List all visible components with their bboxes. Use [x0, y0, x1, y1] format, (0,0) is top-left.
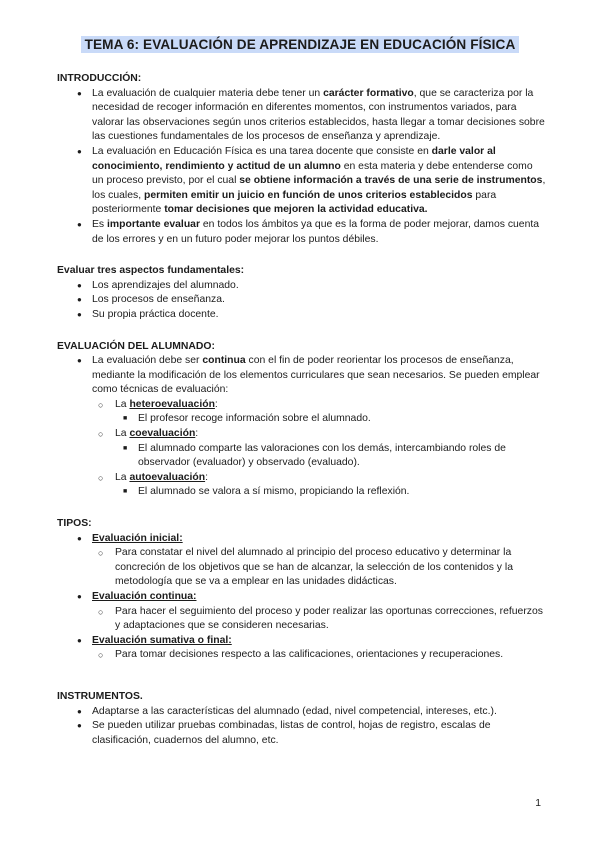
aspects-item: ● Los procesos de enseñanza. [57, 293, 547, 308]
technique-desc: ■ El alumnado comparte las valoraciones con los demás, intercambiando roles de observador (evaluador) y observado (evaluado). [115, 442, 547, 471]
eval-heading: EVALUACIÓN DEL ALUMNADO: [57, 340, 215, 352]
technique-desc: ■ El alumnado se valora a sí mismo, propiciando la reflexión. [115, 485, 547, 500]
page-title: TEMA 6: EVALUACIÓN DE APRENDIZAJE EN EDUCACIÓN FÍSICA [81, 36, 520, 53]
technique-heteroevaluacion: ○ La heteroevaluación: ■ El profesor recoge información sobre el alumnado. [92, 398, 547, 427]
tipo-continua: ● Evaluación continua: ○ Para hacer el seguimiento del proceso y poder realizar las oportunas correcciones, refuerzos y adaptaciones que se consideren necesarias. [57, 590, 547, 634]
title-wrap [0, 36, 600, 54]
intro-item-2: ● La evaluación en Educación Física es una tarea docente que consiste en darle valor al conocimiento, rendimiento y actitud de un alumno en esta materia y debe entenderse como un proceso previsto, por el cual se obtiene información a través de una serie de instrumentos, los cuales, permiten emitir un juicio en función de unos criterios establecidos para posteriormente tomar decisiones que mejoren la actividad educativa. [57, 145, 547, 218]
tipo-desc: ○ Para constatar el nivel del alumnado al principio del proceso educativo y determinar la concreción de los objetivos que se han de alcanzar, la selección de los contenidos y la metodología que se va a emplear en las unidades didácticas. [92, 546, 547, 590]
tipo-inicial: ● Evaluación inicial: ○ Para constatar el nivel del alumnado al principio del proceso educativo y determinar la concreción de los objetivos que se han de alcanzar, la selección de los contenidos y la metodología que se va a emplear en las unidades didácticas. [57, 532, 547, 590]
aspects-item: ● Su propia práctica docente. [57, 308, 547, 323]
aspects-item: ● Los aprendizajes del alumnado. [57, 279, 547, 294]
technique-autoevaluacion: ○ La autoevaluación: ■ El alumnado se valora a sí mismo, propiciando la reflexión. [92, 471, 547, 500]
document-body [57, 72, 547, 748]
page-number: 1 [535, 798, 541, 809]
instr-item: ● Adaptarse a las características del alumnado (edad, nivel competencial, intereses, etc.). [57, 705, 547, 720]
instr-heading: INSTRUMENTOS. [57, 690, 143, 702]
instr-item: ● Se pueden utilizar pruebas combinadas, listas de control, hojas de registro, escalas de clasificación, cuadernos del alumno, etc. [57, 719, 547, 748]
tipo-desc: ○ Para hacer el seguimiento del proceso y poder realizar las oportunas correcciones, refuerzos y adaptaciones que se consideren necesarias. [92, 605, 547, 634]
techniques-list [92, 398, 547, 500]
tipos-list [57, 532, 547, 663]
tipos-heading: TIPOS: [57, 518, 92, 530]
aspects-heading: Evaluar tres aspectos fundamentales: [57, 265, 245, 277]
intro-heading: INTRODUCCIÓN: [57, 73, 142, 84]
technique-coevaluacion: ○ La coevaluación: ■ El alumnado comparte las valoraciones con los demás, intercambiando roles de observador (evaluador) y observado (evaluado). [92, 427, 547, 471]
eval-list [57, 354, 547, 500]
intro-item-3: ● Es importante evaluar en todos los ámbitos ya que es la forma de poder mejorar, damos cuenta de los errores y en un futuro poder mejorar los puntos débiles. [57, 218, 547, 247]
aspects-list [57, 279, 547, 323]
eval-item: ● La evaluación debe ser continua con el fin de poder reorientar los procesos de enseñanza, mediante la modificación de los elementos curriculares que sean necesarios. Se pueden emplear como técnicas de evaluación: ○ La heteroevaluación: ■ El profesor recoge información sobre el alumnado. ○ La coevaluación: ■ El alumnado comparte las valoraciones con los demás, intercambiando roles de observador (evaluador) y observado (evaluado). ○ La autoevaluación: ■ El alumnado se valora a sí mismo, propiciando la reflexión. [57, 354, 547, 500]
intro-list [57, 87, 547, 248]
technique-desc: ■ El profesor recoge información sobre el alumnado. [115, 412, 547, 427]
intro-item-1: ● La evaluación de cualquier materia debe tener un carácter formativo, que se caracteriza por la necesidad de recoger información en diferentes momentos, con instrumentos variados, para valorar las observaciones según unos criterios establecidos, hasta llegar a tomar decisiones sobre las cuestiones fundamentales de los procesos de enseñanza y aprendizaje. [57, 87, 547, 145]
tipo-desc: ○ Para tomar decisiones respecto a las calificaciones, orientaciones y recuperaciones. [92, 648, 547, 663]
instr-list [57, 705, 547, 749]
tipo-sumativa: ● Evaluación sumativa o final: ○ Para tomar decisiones respecto a las calificaciones, orientaciones y recuperaciones. [57, 634, 547, 663]
